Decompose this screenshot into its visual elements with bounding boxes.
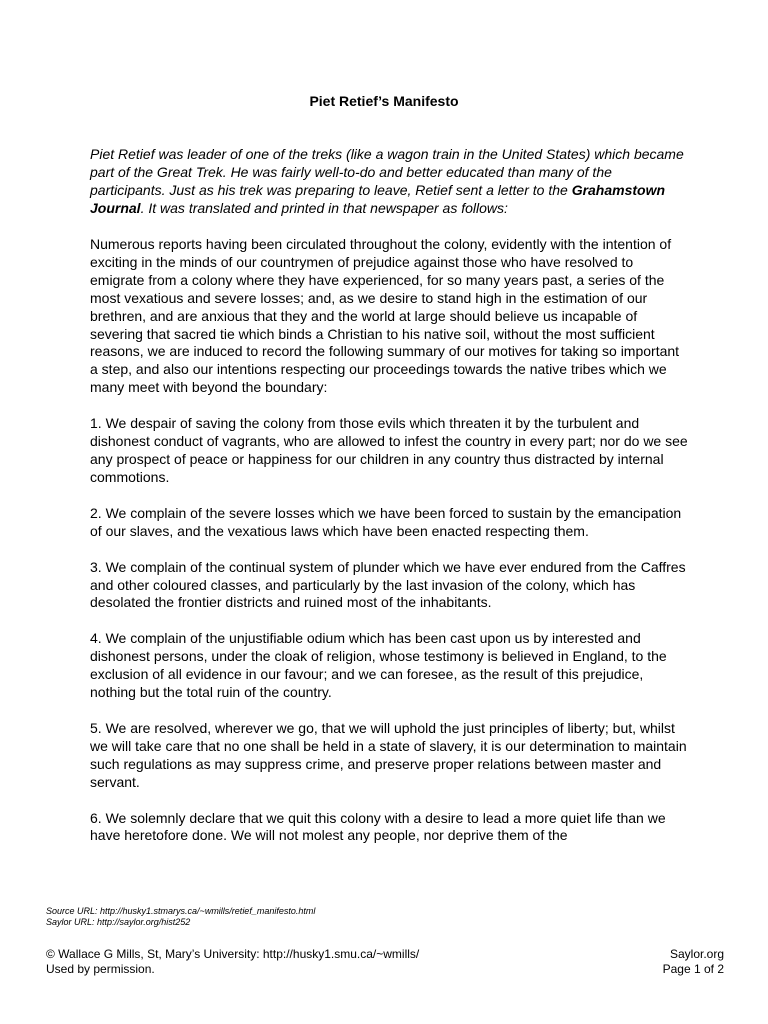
intro-text-after: . It was translated and printed in that newspaper as follows:	[140, 199, 508, 216]
paragraph-point-5: 5. We are resolved, wherever we go, that we will uphold the just principles of liberty; but, whilst we will take care that no one shall be held in a state of slavery, it is our determination to maintain such regulations as may suppress crime, and preserve proper relations between master and servant.	[90, 719, 687, 790]
paragraph-point-3: 3. We complain of the continual system of plunder which we have ever endured from the Caffres and other coloured classes, and particularly by the last invasion of the colony, which has desolated the frontier districts and ruined most of the inhabitants.	[90, 558, 686, 611]
permission-notice: Used by permission.	[46, 962, 155, 976]
source-notes	[46, 906, 315, 928]
footer-left	[46, 947, 419, 977]
manifesto-body	[90, 236, 690, 863]
journal-name: Grahamstown Journal	[90, 181, 666, 216]
site-name: Saylor.org	[669, 947, 724, 961]
paragraph-point-4: 4. We complain of the unjustifiable odium which has been cast upon us by interested and dishonest persons, under the cloak of religion, whose testimony is believed in England, to the exclusion of all evidence in our favour; and we can foresee, as the result of this prejudice, nothing but the total ruin of the country.	[90, 630, 667, 701]
footer-right	[663, 947, 724, 977]
source-url: Source URL: http://husky1.stmarys.ca/~wmills/retief_manifesto.html	[46, 906, 316, 916]
paragraph-point-2: 2. We complain of the severe losses which we have been forced to sustain by the emancipation of our slaves, and the vexatious laws which have been enacted respecting them.	[90, 504, 682, 539]
paragraph-point-6: 6. We solemnly declare that we quit this colony with a desire to lead a more quiet life than we have heretofore done. We will not molest any people, nor deprive them of the	[90, 809, 666, 844]
saylor-url: Saylor URL: http://saylor.org/hist252	[46, 917, 191, 927]
paragraph-preamble: Numerous reports having been circulated throughout the colony, evidently with the intention of exciting in the minds of our countrymen of prejudice against those who have resolved to emigrate from a colony where they have experienced, for so many years past, a series of the most vexatious and severe losses; and, as we desire to stand high in the estimation of our brethren, and are anxious that they and the world at large should believe us incapable of severing that sacred tie which binds a Christian to his native soil, without the most sufficient reasons, we are induced to record the following summary of our motives for taking so important a step, and also our intentions respecting our proceedings towards the native tribes which we many meet with beyond the boundary:	[90, 236, 680, 396]
document-title: Piet Retief’s Manifesto	[309, 93, 459, 109]
intro-paragraph	[90, 146, 690, 218]
copyright-notice: © Wallace G Mills, St, Mary’s University: http://husky1.smu.ca/~wmills/	[46, 947, 420, 961]
paragraph-point-1: 1. We despair of saving the colony from those evils which threaten it by the turbulent and dishonest conduct of vagrants, who are allowed to infest the country in every part; nor do we see any prospect of peace or happiness for our children in any country thus distracted by internal commotions.	[90, 415, 688, 485]
page-number: Page 1 of 2	[662, 962, 724, 976]
intro-text-before: Piet Retief was leader of one of the treks (like a wagon train in the United States) which became part of the Great Trek. He was fairly well-to-do and better educated than many of the participants. Just as his trek was preparing to leave, Retief sent a letter to the	[90, 146, 684, 198]
